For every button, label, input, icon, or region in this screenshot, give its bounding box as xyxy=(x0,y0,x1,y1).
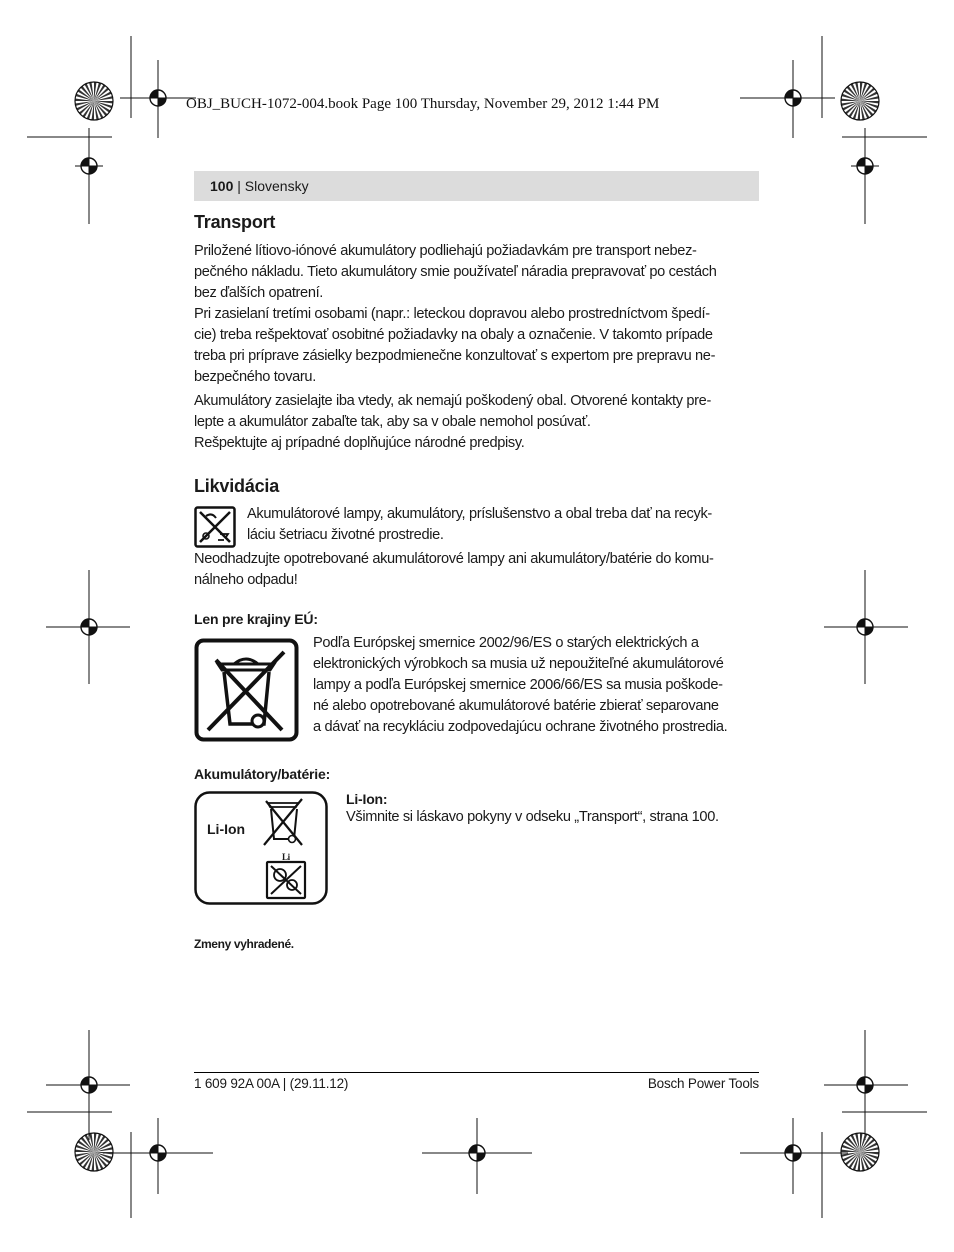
transport-heading: Transport xyxy=(194,212,276,232)
text-line: Pri zasielaní tretími osobami (napr.: leteckou dopravou alebo prostredníctvom špedí- xyxy=(194,306,710,322)
text-line: bez ďalších opatrení. xyxy=(194,285,323,301)
disposal-heading: Likvidácia xyxy=(194,476,280,496)
li-ion-label: Li-Ion xyxy=(207,821,246,837)
footer-left: 1 609 92A 00A | (29.11.12) xyxy=(194,1076,349,1091)
transport-paragraph-2 xyxy=(194,391,764,454)
text-line: treba pri príprave zásielky bezpodmienečne konzultovať s expertom pre prepravu ne- xyxy=(194,348,716,364)
page-header xyxy=(194,171,759,201)
eu-directive-text xyxy=(313,633,773,738)
header-language: Slovensky xyxy=(244,178,309,194)
changes-reserved-note: Zmeny vyhradené. xyxy=(194,937,294,951)
text-line: Podľa Európskej smernice 2002/96/ES o starých elektrických a xyxy=(313,635,699,651)
text-line: Priložené lítiovo-iónové akumulátory podliehajú požiadavkám pre transport nebez- xyxy=(194,243,697,259)
text-line: a dávať na recykláciu zodpovedajúcu ochrane životného prostredia. xyxy=(313,719,728,735)
li-label: Li xyxy=(282,852,290,862)
text-line: nálneho odpadu! xyxy=(194,572,298,588)
text-line: láciu šetriacu životné prostredie. xyxy=(247,527,444,543)
text-line: lampy a podľa Európskej smernice 2006/66/ES sa musia poškode- xyxy=(313,677,723,693)
text-line: lepte a akumulátor zabaľte tak, aby sa v obale nemohol posúvať. xyxy=(194,414,591,430)
recycle-text xyxy=(247,504,767,546)
footer-right: Bosch Power Tools xyxy=(647,1076,759,1091)
text-line: Rešpektujte aj prípadné doplňujúce národné predpisy. xyxy=(194,435,525,451)
text-line: Neodhadzujte opotrebované akumulátorové lampy ani akumulátory/batérie do komu- xyxy=(194,551,714,567)
li-ion-text: Všimnite si láskavo pokyny v odseku „Transport“, strana 100. xyxy=(346,809,719,825)
text-line: pečného nákladu. Tieto akumulátory smie používateľ náradia prepravovať po cestách xyxy=(194,264,717,280)
page-number: 100 xyxy=(210,178,234,194)
text-line: né alebo opotrebované akumulátorové batérie zbierať separovane xyxy=(313,698,719,714)
eu-heading: Len pre krajiny EÚ: xyxy=(194,611,318,627)
small-crossed-bin-icon xyxy=(264,799,302,845)
header-separator: | xyxy=(233,178,245,194)
disposal-paragraph xyxy=(194,549,764,591)
text-line: elektronických výrobkoch sa musia už nepoužiteľné akumulátorové xyxy=(313,656,724,672)
transport-paragraph-1 xyxy=(194,241,764,388)
li-ion-heading: Li-Ion: xyxy=(346,791,388,807)
text-line: Akumulátory zasielajte iba vtedy, ak nemajú poškodený obal. Otvorené kontakty pre- xyxy=(194,393,711,409)
printer-slug-line: OBJ_BUCH-1072-004.book Page 100 Thursday, November 29, 2012 1:44 PM xyxy=(186,96,660,112)
text-line: Akumulátorové lampy, akumulátory, príslušenstvo a obal treba dať na recyk- xyxy=(247,506,712,522)
li-ion-frame xyxy=(194,791,328,905)
footer-divider xyxy=(194,1072,759,1073)
text-line: cie) treba rešpektovať osobitné požiadavky na obaly a označenie. V takomto prípade xyxy=(194,327,713,343)
recycle-symbol-icon xyxy=(194,506,236,548)
crossed-out-bin-icon xyxy=(194,638,299,742)
text-line: bezpečného tovaru. xyxy=(194,369,316,385)
battery-heading: Akumulátory/batérie: xyxy=(194,766,331,782)
li-ion-disposal-icon xyxy=(194,791,328,905)
